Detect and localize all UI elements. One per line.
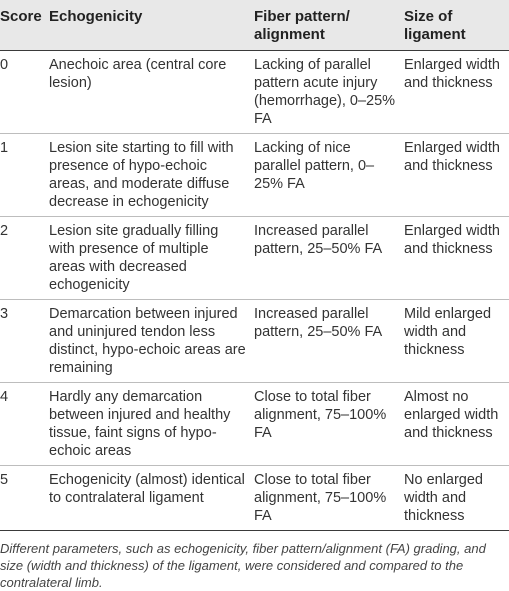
- cell-fiber-pattern: Close to total fiber alignment, 75–100% FA: [251, 383, 401, 466]
- cell-size: Enlarged width and thickness: [401, 217, 509, 300]
- cell-echogenicity: Lesion site gradually filling with presence of multiple areas with decreased echogenicity: [46, 217, 251, 300]
- table-row: [0, 134, 509, 217]
- table-header: [0, 0, 509, 51]
- cell-size: Enlarged width and thickness: [401, 134, 509, 217]
- cell-size: No enlarged width and thickness: [401, 466, 509, 531]
- header-score: Score: [0, 8, 42, 25]
- cell-score: 4: [0, 383, 46, 466]
- header-fiber-pattern: Fiber pattern/ alignment: [254, 8, 350, 43]
- header-row: [0, 0, 509, 51]
- table-row: [0, 51, 509, 134]
- cell-fiber-pattern: Lacking of nice parallel pattern, 0–25% FA: [251, 134, 401, 217]
- table-row: [0, 300, 509, 383]
- cell-fiber-pattern: Increased parallel pattern, 25–50% FA: [251, 300, 401, 383]
- cell-score: 1: [0, 134, 46, 217]
- cell-fiber-pattern: Increased parallel pattern, 25–50% FA: [251, 217, 401, 300]
- cell-size: Almost no enlarged width and thickness: [401, 383, 509, 466]
- cell-fiber-pattern: Close to total fiber alignment, 75–100% FA: [251, 466, 401, 531]
- cell-echogenicity: Echogenicity (almost) identical to contralateral ligament: [46, 466, 251, 531]
- cell-size: Mild enlarged width and thickness: [401, 300, 509, 383]
- cell-size: Enlarged width and thickness: [401, 51, 509, 134]
- table-row: [0, 217, 509, 300]
- cell-echogenicity: Demarcation between injured and uninjured tendon less distinct, hypo-echoic areas are remaining: [46, 300, 251, 383]
- table-row: [0, 466, 509, 531]
- cell-score: 0: [0, 51, 46, 134]
- table-caption: Different parameters, such as echogenicity, fiber pattern/alignment (FA) grading, and size (width and thickness) of the ligament, were considered and compared to the contralateral limb.: [0, 541, 486, 590]
- header-echogenicity: Echogenicity: [49, 8, 143, 25]
- cell-fiber-pattern: Lacking of parallel pattern acute injury (hemorrhage), 0–25% FA: [251, 51, 401, 134]
- cell-score: 5: [0, 466, 46, 531]
- header-size-of-ligament: Size of ligament: [404, 8, 466, 43]
- cell-score: 3: [0, 300, 46, 383]
- cell-score: 2: [0, 217, 46, 300]
- cell-echogenicity: Hardly any demarcation between injured and healthy tissue, faint signs of hypo-echoic areas: [46, 383, 251, 466]
- table-body: [0, 51, 509, 531]
- table-row: [0, 383, 509, 466]
- cell-echogenicity: Lesion site starting to fill with presence of hypo-echoic areas, and moderate diffuse decrease in echogenicity: [46, 134, 251, 217]
- cell-echogenicity: Anechoic area (central core lesion): [46, 51, 251, 134]
